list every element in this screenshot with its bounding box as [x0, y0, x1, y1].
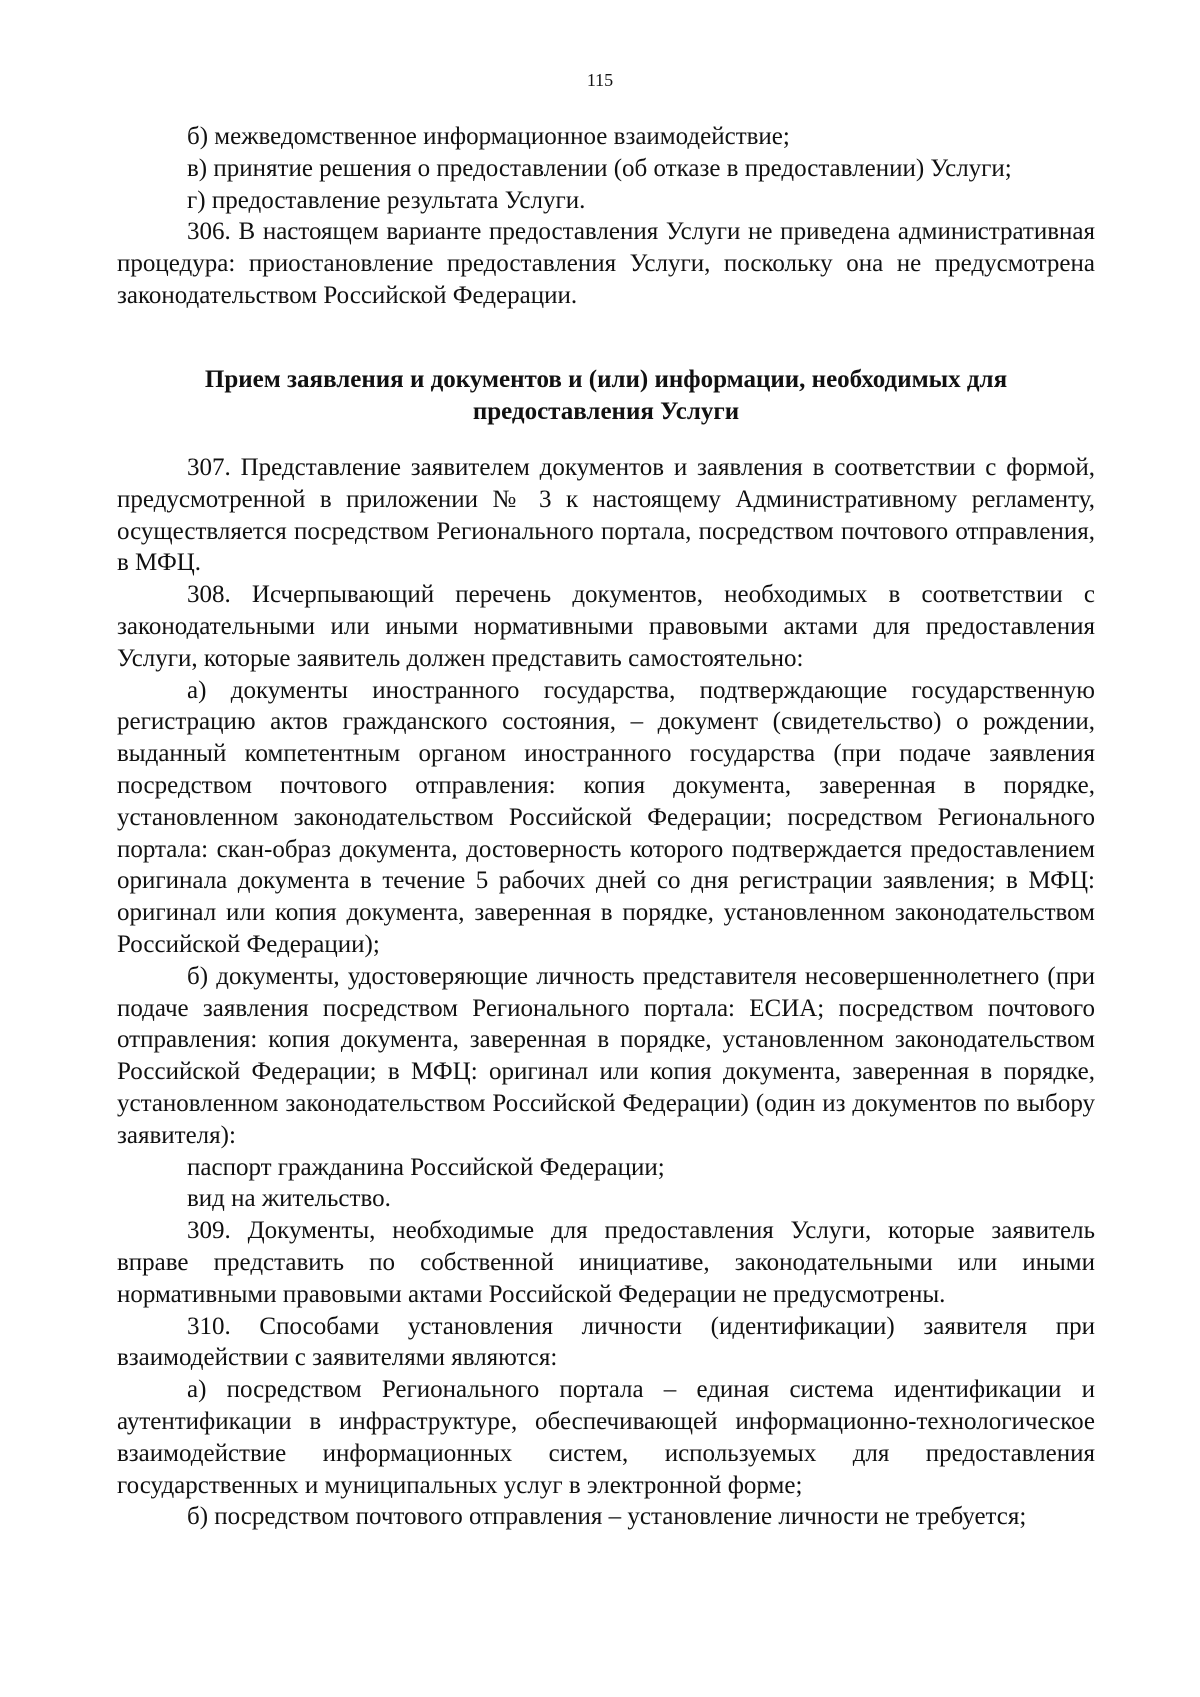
- paragraph-310-b: б) посредством почтового отправления – установление личности не требуется;: [187, 1503, 1027, 1531]
- paragraph-item-g: г) предоставление результата Услуги.: [187, 186, 586, 214]
- paragraph-310: 310. Способами установления личности (идентификации) заявителя при взаимодействии с заявителями являются:: [117, 1312, 1095, 1372]
- paragraph-310-a: а) посредством Регионального портала – единая система идентификации и аутентификации в инфраструктуре, обеспечивающей информационно-технологическое взаимодействие информационных систем, используемых для предоставления государственных и муниципальных услуг в электронной форме;: [117, 1376, 1095, 1499]
- page-number: 115: [586, 70, 614, 90]
- paragraph-306: 306. В настоящем варианте предоставления Услуги не приведена административная процедура: приостановление предоставления Услуги, поскольку она не предусмотрена законодательством Российской Федерации.: [117, 218, 1095, 309]
- paragraph-308: 308. Исчерпывающий перечень документов, необходимых в соответствии с законодательными или иными нормативными правовыми актами для предоставления Услуги, которые заявитель должен представить самостоятельно:: [117, 581, 1095, 672]
- list-item-residence-permit: вид на жительство.: [187, 1185, 391, 1213]
- top-text-block: [117, 121, 1095, 312]
- paragraph-308-a: а) документы иностранного государства, подтверждающие государственную регистрацию актов гражданского состояния, – документ (свидетельство) о рождении, выданный компетентным органом иностранного государства (при подаче заявления посредством почтового отправления: копия документа, заверенная в порядке, установленном законодательством Российской Федерации; посредством Регионального портала: скан-образ документа, достоверность которого подтверждается предоставлением оригинала документа в течение 5 рабочих дней со дня регистрации заявления; в МФЦ: оригинал или копия документа, заверенная в порядке, установленном законодательством Российской Федерации);: [117, 676, 1095, 958]
- paragraph-item-b: б) межведомственное информационное взаимодействие;: [187, 123, 790, 150]
- paragraph-309: 309. Документы, необходимые для предоставления Услуги, которые заявитель вправе представить по собственной инициативе, законодательными или иными нормативными правовыми актами Российской Федерации не предусмотрены.: [117, 1217, 1095, 1308]
- paragraph-item-v: в) принятие решения о предоставлении (об отказе в предоставлении) Услуги;: [187, 154, 1012, 182]
- list-item-passport: паспорт гражданина Российской Федерации;: [187, 1153, 665, 1181]
- paragraph-308-b: б) документы, удостоверяющие личность представителя несовершеннолетнего (при подаче заявления посредством Регионального портала: ЕСИА; посредством почтового отправления: копия документа, заверенная в порядке, установленном законодательством Российской Федерации; в МФЦ: оригинал или копия документа, заверенная в порядке, установленном законодательством Российской Федерации) (один из документов по выбору заявителя):: [117, 962, 1095, 1149]
- paragraph-307: 307. Представление заявителем документов и заявления в соответствии с формой, предусмотренной в приложении № 3 к настоящему Административному регламенту, осуществляется посредством Регионального портала, посредством почтового отправления, в МФЦ.: [117, 454, 1095, 577]
- section-heading: Прием заявления и документов и (или) информации, необходимых для предоставления Услуги: [204, 366, 1008, 425]
- main-text-block: [117, 452, 1095, 1533]
